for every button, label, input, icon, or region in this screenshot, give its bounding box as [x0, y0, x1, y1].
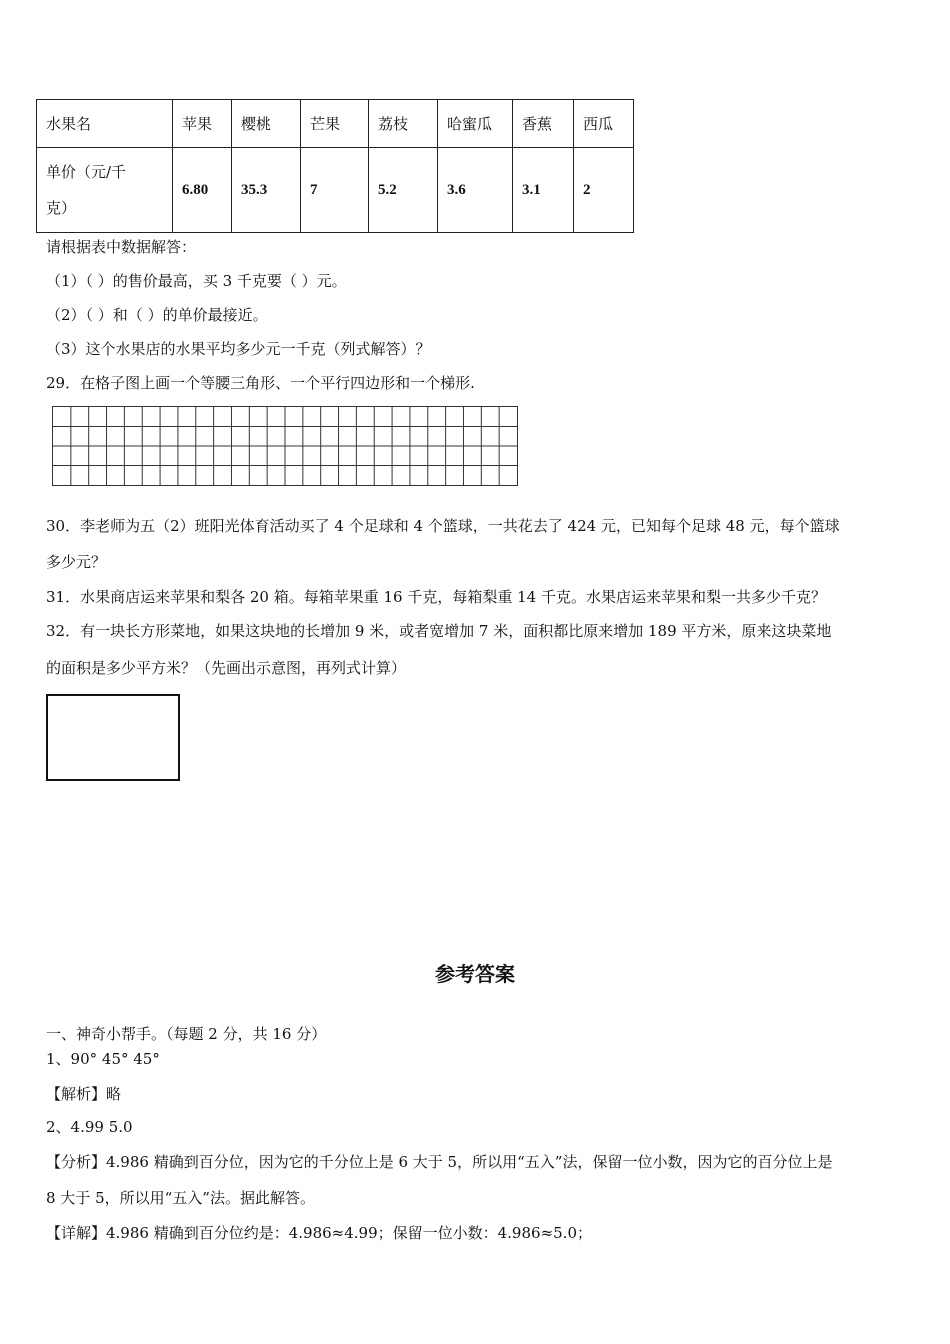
price-cell: 5.2	[369, 148, 438, 233]
header-unit-price	[37, 148, 173, 233]
header-fruit-name: 水果名	[37, 100, 173, 148]
unit-price-label-line1: 单价（元/千	[46, 163, 127, 181]
answer-2-detail: 【详解】4.986 精确到百分位约是：4.986≈4.99；保留一位小数：4.986≈5.0；	[46, 1224, 592, 1242]
fruit-cell: 芒果	[301, 100, 369, 148]
fruit-price-table	[36, 99, 634, 233]
price-cell: 2	[574, 148, 634, 233]
answer-1: 1、90° 45° 45°	[46, 1050, 160, 1068]
price-cell: 6.80	[173, 148, 232, 233]
fruit-cell: 西瓜	[574, 100, 634, 148]
price-cell: 7	[301, 148, 369, 233]
answer-2-analysis-line1: 【分析】4.986 精确到百分位，因为它的千分位上是 6 大于 5，所以用“五入”法，保留一位小数，因为它的百分位上是	[46, 1153, 833, 1171]
q30-line2: 多少元？	[46, 553, 107, 571]
fruit-cell: 苹果	[173, 100, 232, 148]
fruit-cell: 哈蜜瓜	[438, 100, 513, 148]
answer-2-analysis-line2: 8 大于 5，所以用“五入”法。据此解答。	[46, 1189, 315, 1207]
q32-line1: 32．有一块长方形菜地，如果这块地的长增加 9 米，或者宽增加 7 米，面积都比原来增加 189 平方米，原来这块菜地	[46, 622, 832, 640]
fruit-cell: 香蕉	[513, 100, 574, 148]
q29-text: 29．在格子图上画一个等腰三角形、一个平行四边形和一个梯形.	[46, 374, 475, 392]
fruit-cell: 樱桃	[232, 100, 301, 148]
q32-line2: 的面积是多少平方米？（先画出示意图，再列式计算）	[46, 659, 407, 677]
fruit-cell: 荔枝	[369, 100, 438, 148]
q31-text: 31．水果商店运来苹果和梨各 20 箱。每箱苹果重 16 千克，每箱梨重 14 千克。水果店运来苹果和梨一共多少千克？	[46, 588, 826, 606]
price-cell: 3.1	[513, 148, 574, 233]
table-row-fruit-names	[37, 100, 634, 148]
table-row-prices	[37, 148, 634, 233]
diagram-box	[46, 694, 180, 781]
q28-part2: （2）（ ）和（ ）的单价最接近。	[46, 306, 268, 324]
answers-section1: 一、神奇小帮手。（每题 2 分，共 16 分）	[46, 1025, 327, 1043]
price-cell: 3.6	[438, 148, 513, 233]
q28-part1: （1）（ ）的售价最高，买 3 千克要（ ）元。	[46, 272, 347, 290]
grid-lines	[53, 407, 517, 485]
price-cell: 35.3	[232, 148, 301, 233]
q30-line1: 30．李老师为五（2）班阳光体育活动买了 4 个足球和 4 个篮球，一共花去了 424 元，已知每个足球 48 元，每个篮球	[46, 517, 840, 535]
answers-title: 参考答案	[435, 962, 515, 986]
drawing-grid	[52, 406, 518, 486]
answer-1-analysis: 【解析】略	[46, 1085, 122, 1103]
q28-intro: 请根据表中数据解答：	[46, 238, 197, 256]
answer-2: 2、4.99 5.0	[46, 1118, 133, 1136]
unit-price-label-line2: 克）	[46, 199, 77, 217]
q28-part3: （3）这个水果店的水果平均多少元一千克（列式解答）？	[46, 340, 431, 358]
